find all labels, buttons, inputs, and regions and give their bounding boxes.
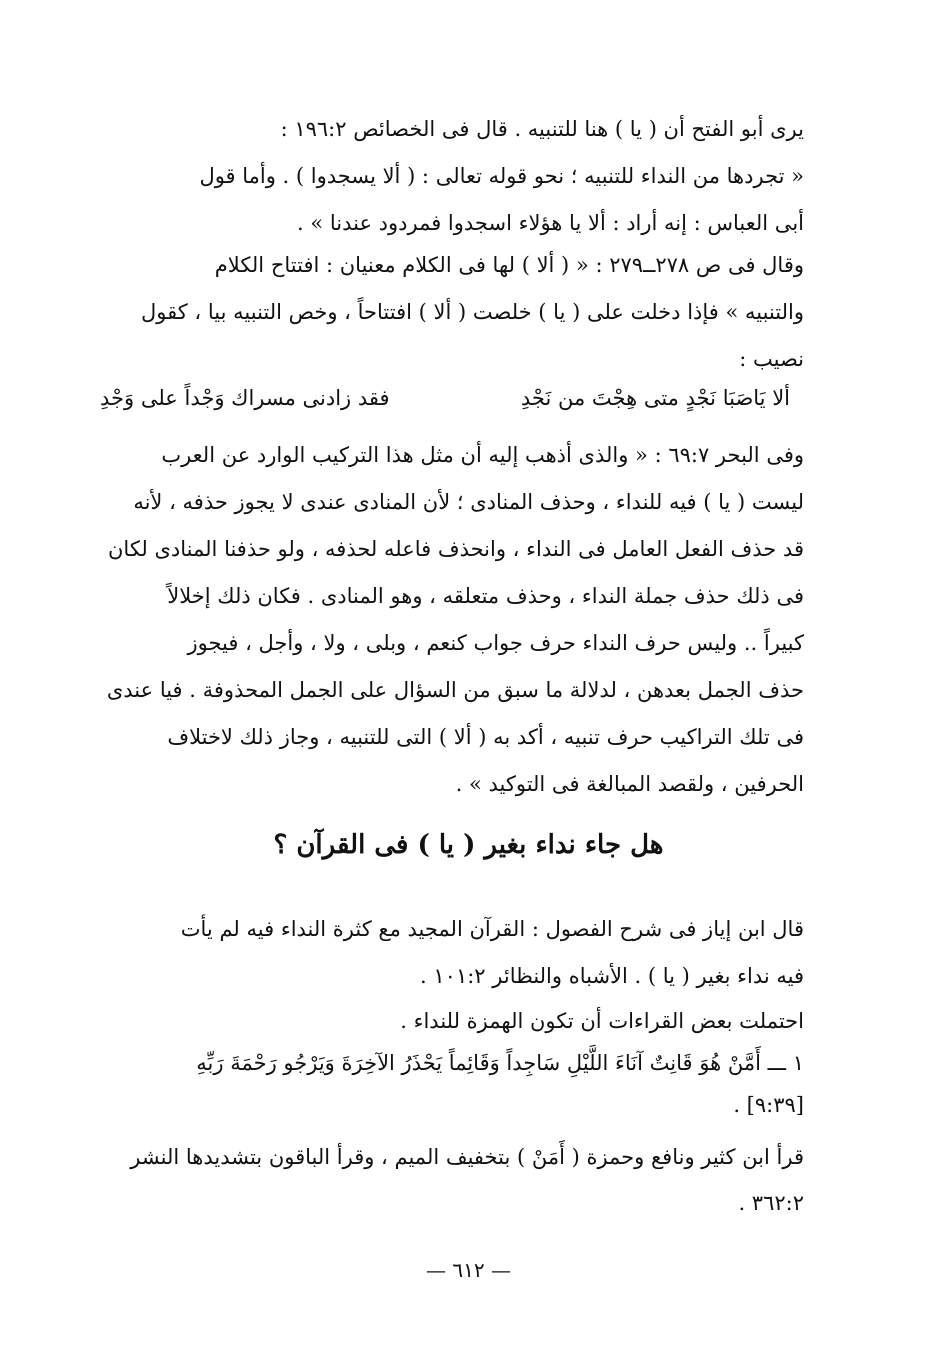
text-line: فى ذلك حذف جملة النداء ، وحذف متعلقه ، وهو المنادى . فكان ذلك إخلالاً (167, 584, 804, 608)
text-line: الحرفين ، ولقصد المبالغة فى التوكيد » . (455, 772, 804, 796)
section-heading: هل جاء نداء بغير ( يا ) فى القرآن ؟ (273, 830, 664, 860)
text-line: فيه نداء بغير ( يا ) . الأشباه والنظائر ١٠١:٢ . (420, 964, 804, 988)
paragraph-abu-al-fath (78, 106, 804, 247)
text-line: نصيب : (739, 347, 804, 371)
quran-example (78, 1042, 804, 1126)
text-line: ٣٦٢:٢ . (738, 1191, 804, 1215)
text-line: حذف الجمل بعدهن ، لدلالة ما سبق من السؤال على الجمل المحذوفة . فيا عندى (106, 678, 804, 702)
text-line: أبى العباس : إنه أراد : ألا يا هؤلاء اسجدوا فمردود عندنا » . (296, 211, 804, 235)
text-line: قد حذف الفعل العامل فى النداء ، وانحذف فاعله لحذفه ، ولو حذفنا المنادى لكان (108, 537, 804, 561)
verse-second-hemistich: فقد زادنى مسراك وَجْداً على وَجْدِ (100, 386, 390, 410)
paragraph-khasais-quote (78, 242, 804, 383)
poetry-verse (100, 378, 790, 418)
text-line: فى تلك التراكيب حرف تنبيه ، أكد به ( ألا ) التى للتنبيه ، وجاز ذلك لاختلاف (167, 725, 804, 749)
text-line: قرأ ابن كثير ونافع وحمزة ( أَمَنْ ) بتخفيف الميم ، وقرأ الباقون بتشديدها النشر (130, 1145, 804, 1169)
text-line: يرى أبو الفتح أن ( يا ) هنا للتنبيه . قال فى الخصائص ١٩٦:٢ : (280, 117, 804, 141)
paragraph-ibn-ayaz (78, 906, 804, 1000)
verse-first-hemistich: ألا يَاصَبَا نَجْدٍ متى هِجْتَ من نَجْدِ (520, 386, 790, 410)
page-number: — ٦١٢ — (426, 1258, 511, 1282)
text-line: وفى البحر ٦٩:٧ : « والذى أذهب إليه أن مثل هذا التركيب الوارد عن العرب (161, 443, 804, 467)
text-line: كبيراً .. وليس حرف النداء حرف جواب كنعم ، وبلى ، ولا ، وأجل ، فيجوز (187, 631, 804, 655)
quran-reference: [٩:٣٩] . (733, 1093, 804, 1117)
text-line: ليست ( يا ) فيه للنداء ، وحذف المنادى ؛ لأن المنادى عندى لا يجوز حذفه ، لأنه (133, 490, 804, 514)
text-line: قال ابن إياز فى شرح الفصول : القرآن المجيد مع كثرة النداء فيه لم يأت (180, 917, 804, 941)
paragraph-readers (78, 1134, 804, 1226)
text-line: وقال فى ص ٢٧٨ــ٢٧٩ : « ( ألا ) لها فى الكلام معنيان : افتتاح الكلام (214, 253, 804, 277)
text-line: « تجردها من النداء للتنبيه ؛ نحو قوله تعالى : ( ألا يسجدوا ) . وأما قول (199, 164, 804, 188)
paragraph-readings (78, 999, 804, 1043)
text-line: احتملت بعض القراءات أن تكون الهمزة للنداء . (400, 1009, 804, 1033)
quran-verse-line: ١ ـــ أَمَّنْ هُوَ قَانِتٌ آنَاءَ اللَّيْلِ سَاجِداً وَقَائِماً يَحْذَرُ الآخِرَةَ وَيَرْجُو رَحْمَةَ رَبِّهِ (196, 1051, 804, 1075)
text-line: والتنبيه » فإذا دخلت على ( يا ) خلصت ( ألا ) افتتاحاً ، وخص التنبيه بيا ، كقول (141, 300, 804, 324)
paragraph-bahr-quote (78, 432, 804, 808)
